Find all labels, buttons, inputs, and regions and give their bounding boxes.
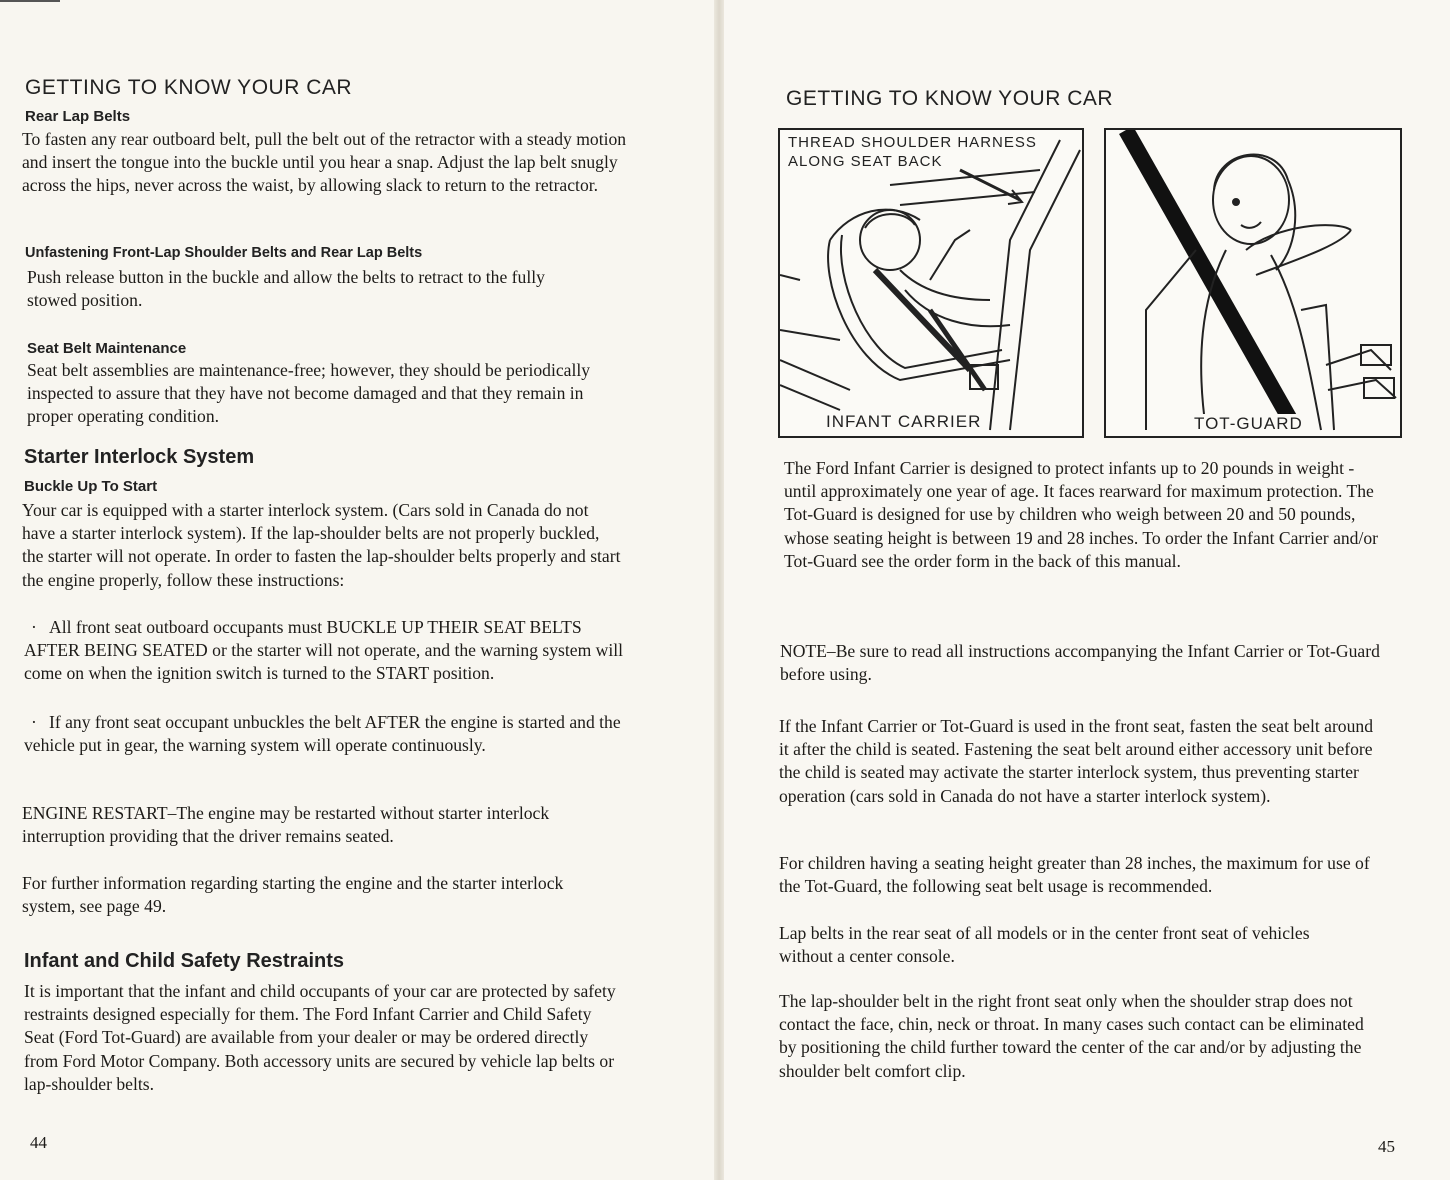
interlock-bullet-1: All front seat outboard occupants must BUCKLE UP THEIR SEAT BELTS AFTER BEING SEATED or the starter will not operate, and the warning system will come on when the ignition switch is turned to the START position. [24, 617, 624, 684]
starter-interlock-body: Your car is equipped with a starter interlock system. (Cars sold in Canada do not have a starter interlock system). If the lap-shoulder belts are not properly buckled, the starter will not operate. In order to fasten the lap-shoulder belts properly and start the engine properly, follow these instructions: [22, 500, 621, 590]
infant-carrier-callout-line2: ALONG SEAT BACK [784, 153, 947, 170]
tot-guard-illustration [1106, 130, 1400, 436]
starter-interlock-heading: Starter Interlock System [24, 446, 255, 468]
tot-guard-caption: TOT-GUARD [1190, 414, 1307, 434]
children-over-paragraph: For children having a seating height greater than 28 inches, the maximum for use of the Tot-Guard, the following seat belt usage is recommended. [779, 853, 1370, 897]
intro-paragraph: The Ford Infant Carrier is designed to protect infants up to 20 pounds in weight - until approximately one year of age. It faces rearward for maximum protection. The Tot-Guard is designed for use by children who weigh between 20 and 50 pounds, whose seating height is between 19 and 28 inches. To order the Infant Carrier and/or Tot-Guard see the order form in the back of this manual. [784, 458, 1379, 571]
book-gutter [714, 0, 724, 1180]
interlock-bullet-2: If any front seat occupant unbuckles the belt AFTER the engine is started and the vehicle put in gear, the warning system will operate continuously. [24, 712, 621, 756]
further-info-text: For further information regarding starting the engine and the starter interlock system, see page 49. [22, 873, 564, 917]
left-page-number: 44 [30, 1133, 47, 1152]
note-paragraph: NOTE–Be sure to read all instructions accompanying the Infant Carrier or Tot-Guard before using. [780, 641, 1380, 685]
rear-lap-belts-body: To fasten any rear outboard belt, pull the belt out of the retractor with a steady motion and insert the tongue into the buckle until you hear a snap. Adjust the lap belt snugly across the hips, never across the waist, by allowing slack to return to the retractor. [22, 129, 627, 196]
bullet-2-marker: · [31, 712, 37, 732]
infant-carrier-figure [778, 128, 1084, 438]
infant-carrier-callout-line1: THREAD SHOULDER HARNESS [784, 134, 1041, 151]
bullet-1-marker: · [31, 617, 37, 637]
front-seat-paragraph: If the Infant Carrier or Tot-Guard is used in the front seat, fasten the seat belt around it after the child is seated. Fastening the seat belt around either accessory unit before the child is seated may activate the starter interlock system, thus preventing starter operation (cars sold in Canada do not have a starter interlock system). [779, 716, 1373, 806]
rear-lap-belts-heading: Rear Lap Belts [25, 108, 131, 125]
top-rule [0, 0, 60, 2]
maintenance-heading: Seat Belt Maintenance [27, 340, 187, 357]
engine-restart-text: ENGINE RESTART–The engine may be restarted without starter interlock interruption providing that the driver remains seated. [22, 803, 550, 847]
tot-guard-figure [1104, 128, 1402, 438]
maintenance-body: Seat belt assemblies are maintenance-free; however, they should be periodically inspected to assure that they have not become damaged and that they remain in proper operating condition. [27, 360, 591, 427]
infant-carrier-illustration [780, 130, 1082, 436]
lap-shoulder-paragraph: The lap-shoulder belt in the right front seat only when the shoulder strap does not contact the face, chin, neck or throat. In many cases such contact can be eliminated by positioning the child further toward the center of the car and/or by adjusting the shoulder belt comfort clip. [779, 991, 1364, 1081]
infant-carrier-caption: INFANT CARRIER [822, 412, 985, 432]
infant-child-body: It is important that the infant and child occupants of your car are protected by safety restraints designed especially for them. The Ford Infant Carrier and Child Safety Seat (Ford Tot-Guard) are available from your dealer or may be ordered directly from Ford Motor Company. Both accessory units are secured by vehicle lap belts or lap-shoulder belts. [24, 981, 616, 1094]
infant-child-heading: Infant and Child Safety Restraints [24, 950, 345, 972]
lap-belts-rear-paragraph: Lap belts in the rear seat of all models or in the center front seat of vehicles without a center console. [779, 923, 1310, 967]
unfastening-heading: Unfastening Front-Lap Shoulder Belts and Rear Lap Belts [25, 245, 423, 261]
left-page-title: GETTING TO KNOW YOUR CAR [25, 76, 353, 99]
right-page-title: GETTING TO KNOW YOUR CAR [786, 87, 1114, 110]
buckle-up-heading: Buckle Up To Start [24, 478, 158, 495]
right-page-number: 45 [1378, 1137, 1395, 1156]
unfastening-body: Push release button in the buckle and allow the belts to retract to the fully stowed position. [27, 267, 545, 311]
